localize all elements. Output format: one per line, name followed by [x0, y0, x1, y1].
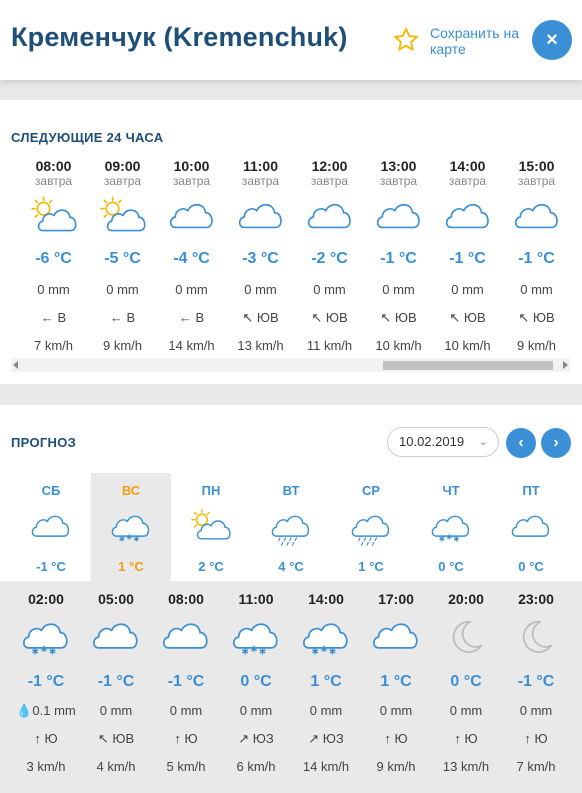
horizontal-scrollbar[interactable] — [11, 358, 570, 372]
forecast-title: ПРОГНОЗ — [11, 435, 77, 450]
detail-wind-direction — [221, 731, 291, 747]
hour-temperature: -2 °C — [311, 250, 348, 267]
detail-wind-speed: 4 km/h — [96, 759, 136, 774]
wind-direction-label: ЮВ — [112, 731, 135, 746]
hour-wind-speed: 7 km/h — [33, 338, 73, 353]
cloud-icon — [433, 194, 502, 238]
hour-temperature: -1 °C — [380, 250, 417, 267]
detail-precipitation — [151, 703, 221, 719]
hour-time: 12:00 — [311, 158, 348, 174]
detail-precipitation — [11, 703, 81, 719]
cloud-snow-icon — [221, 613, 291, 661]
hour-day-label: завтра — [379, 174, 418, 188]
scrollbar-thumb[interactable] — [383, 361, 553, 370]
detail-precipitation — [501, 703, 571, 719]
detail-precip-value: 0 mm — [449, 703, 483, 718]
detail-temperature: -1 °C — [27, 673, 65, 690]
hour-day-label: завтра — [517, 174, 556, 188]
svg-text:✱: ✱ — [31, 647, 39, 658]
detail-precipitation — [81, 703, 151, 719]
wind-arrow-icon: ↖ — [242, 310, 254, 325]
wind-direction-label: ЮВ — [325, 310, 348, 325]
svg-text:✱: ✱ — [453, 534, 460, 544]
detail-time: 05:00 — [98, 591, 134, 607]
wind-arrow-icon: ↖ — [380, 310, 392, 325]
forecast-day-2[interactable] — [171, 473, 251, 581]
detail-precip-value: 0 mm — [239, 703, 273, 718]
svg-text:✱: ✱ — [258, 647, 267, 658]
day-detail-panel — [0, 581, 582, 793]
detail-wind-direction — [361, 731, 431, 747]
cloud-icon — [151, 613, 221, 661]
forecast-panel — [0, 405, 582, 793]
hour-column — [502, 158, 571, 354]
hour-wind-speed: 9 km/h — [516, 338, 556, 353]
forecast-day-6[interactable] — [491, 473, 571, 581]
detail-precip-value: 0 mm — [169, 703, 203, 718]
detail-precipitation — [431, 703, 501, 719]
detail-time: 20:00 — [448, 591, 484, 607]
svg-text:✱: ✱ — [133, 534, 140, 544]
hour-precipitation: 0 mm — [244, 282, 277, 297]
wind-direction-label: ЮВ — [532, 310, 555, 325]
hour-column — [157, 158, 226, 354]
forecast-day-3[interactable] — [251, 473, 331, 581]
detail-wind-speed: 14 km/h — [302, 759, 350, 774]
partly-cloudy-sun-icon — [171, 507, 251, 551]
cloud-icon — [295, 194, 364, 238]
date-select-value: 10.02.2019 — [399, 434, 465, 449]
detail-temperature: 1 °C — [310, 673, 342, 690]
hour-wind-direction — [295, 310, 364, 326]
hour-time: 11:00 — [242, 158, 279, 174]
detail-time: 11:00 — [238, 591, 274, 607]
hour-precipitation: 0 mm — [382, 282, 415, 297]
detail-wind-direction — [151, 731, 221, 747]
hour-wind-speed: 10 km/h — [375, 338, 422, 353]
save-on-map-link[interactable]: Сохранить на карте — [430, 25, 519, 57]
hour-wind-speed: 10 km/h — [444, 338, 491, 353]
detail-wind-direction — [81, 731, 151, 747]
day-name: ВС — [121, 483, 141, 498]
wind-direction-label: Ю — [44, 731, 58, 746]
detail-wind-speed: 5 km/h — [166, 759, 206, 774]
next-24-hours-title: СЛЕДУЮЩИЕ 24 ЧАСА — [11, 130, 164, 145]
wind-arrow-icon: ↖ — [311, 310, 323, 325]
detail-column — [361, 591, 431, 775]
hour-day-label: завтра — [448, 174, 487, 188]
detail-temperature: 0 °C — [240, 673, 272, 690]
detail-time: 14:00 — [308, 591, 344, 607]
hour-column — [364, 158, 433, 354]
detail-column — [81, 591, 151, 775]
detail-time: 08:00 — [168, 591, 204, 607]
star-icon[interactable] — [392, 26, 420, 54]
detail-wind-speed: 7 km/h — [516, 759, 556, 774]
hour-precipitation: 0 mm — [106, 282, 139, 297]
wind-direction-label: ЮВ — [256, 310, 279, 325]
cloud-icon — [491, 507, 571, 551]
detail-precip-value: 0 mm — [519, 703, 553, 718]
day-temperature: -1 °C — [36, 559, 66, 574]
cloud-icon — [81, 613, 151, 661]
chevron-down-icon: ⌄ — [478, 436, 488, 448]
wind-direction-label: Ю — [184, 731, 198, 746]
hour-column — [88, 158, 157, 354]
cloud-snow-icon — [91, 507, 171, 551]
detail-wind-direction — [501, 731, 571, 747]
hour-time: 09:00 — [104, 158, 141, 174]
cloud-icon — [11, 507, 91, 551]
wind-direction-label: ЮЗ — [252, 731, 274, 746]
detail-column — [221, 591, 291, 775]
hour-wind-direction — [88, 310, 157, 326]
detail-wind-speed: 3 km/h — [26, 759, 66, 774]
detail-temperature: 0 °C — [450, 673, 482, 690]
scroll-left-arrow-icon[interactable] — [13, 361, 18, 369]
cloud-snow-icon — [11, 613, 81, 661]
detail-precip-value: 0 mm — [99, 703, 133, 718]
hour-column — [295, 158, 364, 354]
detail-temperature: -1 °C — [517, 673, 555, 690]
wind-arrow-icon: ← — [109, 310, 123, 325]
detail-time: 23:00 — [518, 591, 554, 607]
day-temperature: 1 °C — [118, 559, 144, 574]
hour-precipitation: 0 mm — [175, 282, 208, 297]
forecast-day-4[interactable] — [331, 473, 411, 581]
wind-arrow-icon: ← — [40, 310, 54, 325]
svg-text:✱: ✱ — [48, 647, 57, 658]
cloud-rain-icon — [251, 507, 331, 551]
date-select[interactable] — [387, 427, 499, 457]
detail-column — [151, 591, 221, 775]
detail-temperature: -1 °C — [167, 673, 205, 690]
scroll-right-arrow-icon[interactable] — [563, 361, 568, 369]
next-24-hours-panel — [0, 100, 582, 384]
detail-wind-direction — [11, 731, 81, 747]
detail-precipitation — [291, 703, 361, 719]
wind-arrow-icon: ↑ — [454, 731, 461, 746]
detail-precip-value: 0.1 mm — [32, 703, 76, 718]
hour-time: 10:00 — [173, 158, 210, 174]
svg-text:✱: ✱ — [311, 647, 319, 658]
cloud-icon — [361, 613, 431, 661]
close-button[interactable]: × — [532, 20, 572, 60]
wind-direction-label: Ю — [534, 731, 548, 746]
detail-time: 17:00 — [378, 591, 414, 607]
hour-temperature: -1 °C — [518, 250, 555, 267]
day-name: ВТ — [282, 483, 300, 498]
svg-text:✱: ✱ — [446, 532, 453, 542]
day-temperature: 0 °C — [518, 559, 544, 574]
wind-arrow-icon: ↑ — [384, 731, 391, 746]
svg-text:✱: ✱ — [241, 647, 249, 658]
hour-time: 15:00 — [518, 158, 555, 174]
hour-day-label: завтра — [103, 174, 142, 188]
day-name: СР — [361, 483, 381, 498]
forecast-day-1[interactable] — [91, 473, 171, 581]
svg-text:✱: ✱ — [118, 534, 125, 544]
detail-wind-direction — [431, 731, 501, 747]
wind-arrow-icon: ↖ — [97, 731, 109, 746]
hour-day-label: завтра — [34, 174, 73, 188]
detail-precip-value: 0 mm — [379, 703, 413, 718]
header-bar — [0, 0, 582, 80]
hour-temperature: -4 °C — [173, 250, 210, 267]
wind-arrow-icon: ↑ — [34, 731, 41, 746]
hour-temperature: -3 °C — [242, 250, 279, 267]
wind-direction-label: ЮВ — [394, 310, 417, 325]
hour-day-label: завтра — [241, 174, 280, 188]
hour-temperature: -6 °C — [35, 250, 72, 267]
hour-wind-direction — [433, 310, 502, 326]
hour-column — [19, 158, 88, 354]
moon-icon — [501, 613, 571, 661]
hour-wind-direction — [226, 310, 295, 326]
hour-day-label: завтра — [172, 174, 211, 188]
detail-wind-speed: 9 km/h — [376, 759, 416, 774]
day-name: ЧТ — [442, 483, 460, 498]
wind-arrow-icon: ↑ — [174, 731, 181, 746]
hour-time: 14:00 — [449, 158, 486, 174]
raindrop-icon: 💧 — [16, 703, 33, 718]
wind-direction-label: ЮЗ — [322, 731, 344, 746]
hour-precipitation: 0 mm — [313, 282, 346, 297]
detail-wind-speed: 13 km/h — [442, 759, 490, 774]
wind-direction-label: В — [126, 310, 136, 325]
detail-temperature: 1 °C — [380, 673, 412, 690]
hour-wind-speed: 9 km/h — [102, 338, 142, 353]
hour-time: 08:00 — [35, 158, 72, 174]
hour-column — [433, 158, 502, 354]
cloud-icon — [157, 194, 226, 238]
partly-cloudy-sun-icon — [19, 194, 88, 238]
svg-text:✱: ✱ — [126, 532, 133, 542]
wind-direction-label: В — [57, 310, 67, 325]
svg-text:✱: ✱ — [438, 534, 445, 544]
detail-precip-value: 0 mm — [309, 703, 343, 718]
hour-wind-direction — [19, 310, 88, 326]
partly-cloudy-sun-icon — [88, 194, 157, 238]
next-date-button[interactable]: › — [541, 428, 571, 458]
hour-precipitation: 0 mm — [520, 282, 553, 297]
detail-time: 02:00 — [28, 591, 64, 607]
day-name: СБ — [41, 483, 61, 498]
day-name: ПТ — [522, 483, 540, 498]
hour-wind-speed: 14 km/h — [168, 338, 215, 353]
day-temperature: 2 °C — [198, 559, 224, 574]
hour-wind-direction — [364, 310, 433, 326]
detail-column — [431, 591, 501, 775]
cloud-icon — [502, 194, 571, 238]
wind-direction-label: Ю — [394, 731, 408, 746]
svg-text:✱: ✱ — [40, 645, 48, 656]
detail-column — [11, 591, 81, 775]
day-temperature: 1 °C — [358, 559, 384, 574]
hour-column — [226, 158, 295, 354]
wind-direction-label: В — [195, 310, 205, 325]
svg-text:✱: ✱ — [250, 645, 258, 656]
forecast-day-5[interactable] — [411, 473, 491, 581]
day-temperature: 4 °C — [278, 559, 304, 574]
moon-icon — [431, 613, 501, 661]
wind-arrow-icon: ↖ — [449, 310, 461, 325]
prev-date-button[interactable]: ‹ — [506, 428, 536, 458]
detail-wind-direction — [291, 731, 361, 747]
detail-column — [291, 591, 361, 775]
cloud-snow-icon — [291, 613, 361, 661]
wind-arrow-icon: ← — [178, 310, 192, 325]
svg-text:✱: ✱ — [328, 647, 337, 658]
wind-arrow-icon: ↗ — [308, 731, 320, 746]
hour-time: 13:00 — [380, 158, 417, 174]
wind-direction-label: Ю — [464, 731, 478, 746]
detail-column — [501, 591, 571, 775]
hour-wind-speed: 11 km/h — [306, 338, 353, 353]
hour-temperature: -1 °C — [449, 250, 486, 267]
hour-wind-direction — [502, 310, 571, 326]
forecast-day-0[interactable] — [11, 473, 91, 581]
wind-arrow-icon: ↑ — [524, 731, 531, 746]
day-temperature: 0 °C — [438, 559, 464, 574]
detail-precipitation — [221, 703, 291, 719]
svg-text:✱: ✱ — [320, 645, 328, 656]
hour-wind-direction — [157, 310, 226, 326]
hour-temperature: -5 °C — [104, 250, 141, 267]
wind-arrow-icon: ↖ — [518, 310, 530, 325]
cloud-icon — [226, 194, 295, 238]
hour-wind-speed: 13 km/h — [237, 338, 284, 353]
cloud-rain-icon — [331, 507, 411, 551]
day-name: ПН — [201, 483, 221, 498]
detail-temperature: -1 °C — [97, 673, 135, 690]
wind-arrow-icon: ↗ — [238, 731, 250, 746]
cloud-icon — [364, 194, 433, 238]
detail-wind-speed: 6 km/h — [236, 759, 276, 774]
detail-precipitation — [361, 703, 431, 719]
hour-precipitation: 0 mm — [37, 282, 70, 297]
page-title: Кременчук (Kremenchuk) — [11, 22, 348, 52]
cloud-snow-icon — [411, 507, 491, 551]
wind-direction-label: ЮВ — [463, 310, 486, 325]
hour-precipitation: 0 mm — [451, 282, 484, 297]
hour-day-label: завтра — [310, 174, 349, 188]
